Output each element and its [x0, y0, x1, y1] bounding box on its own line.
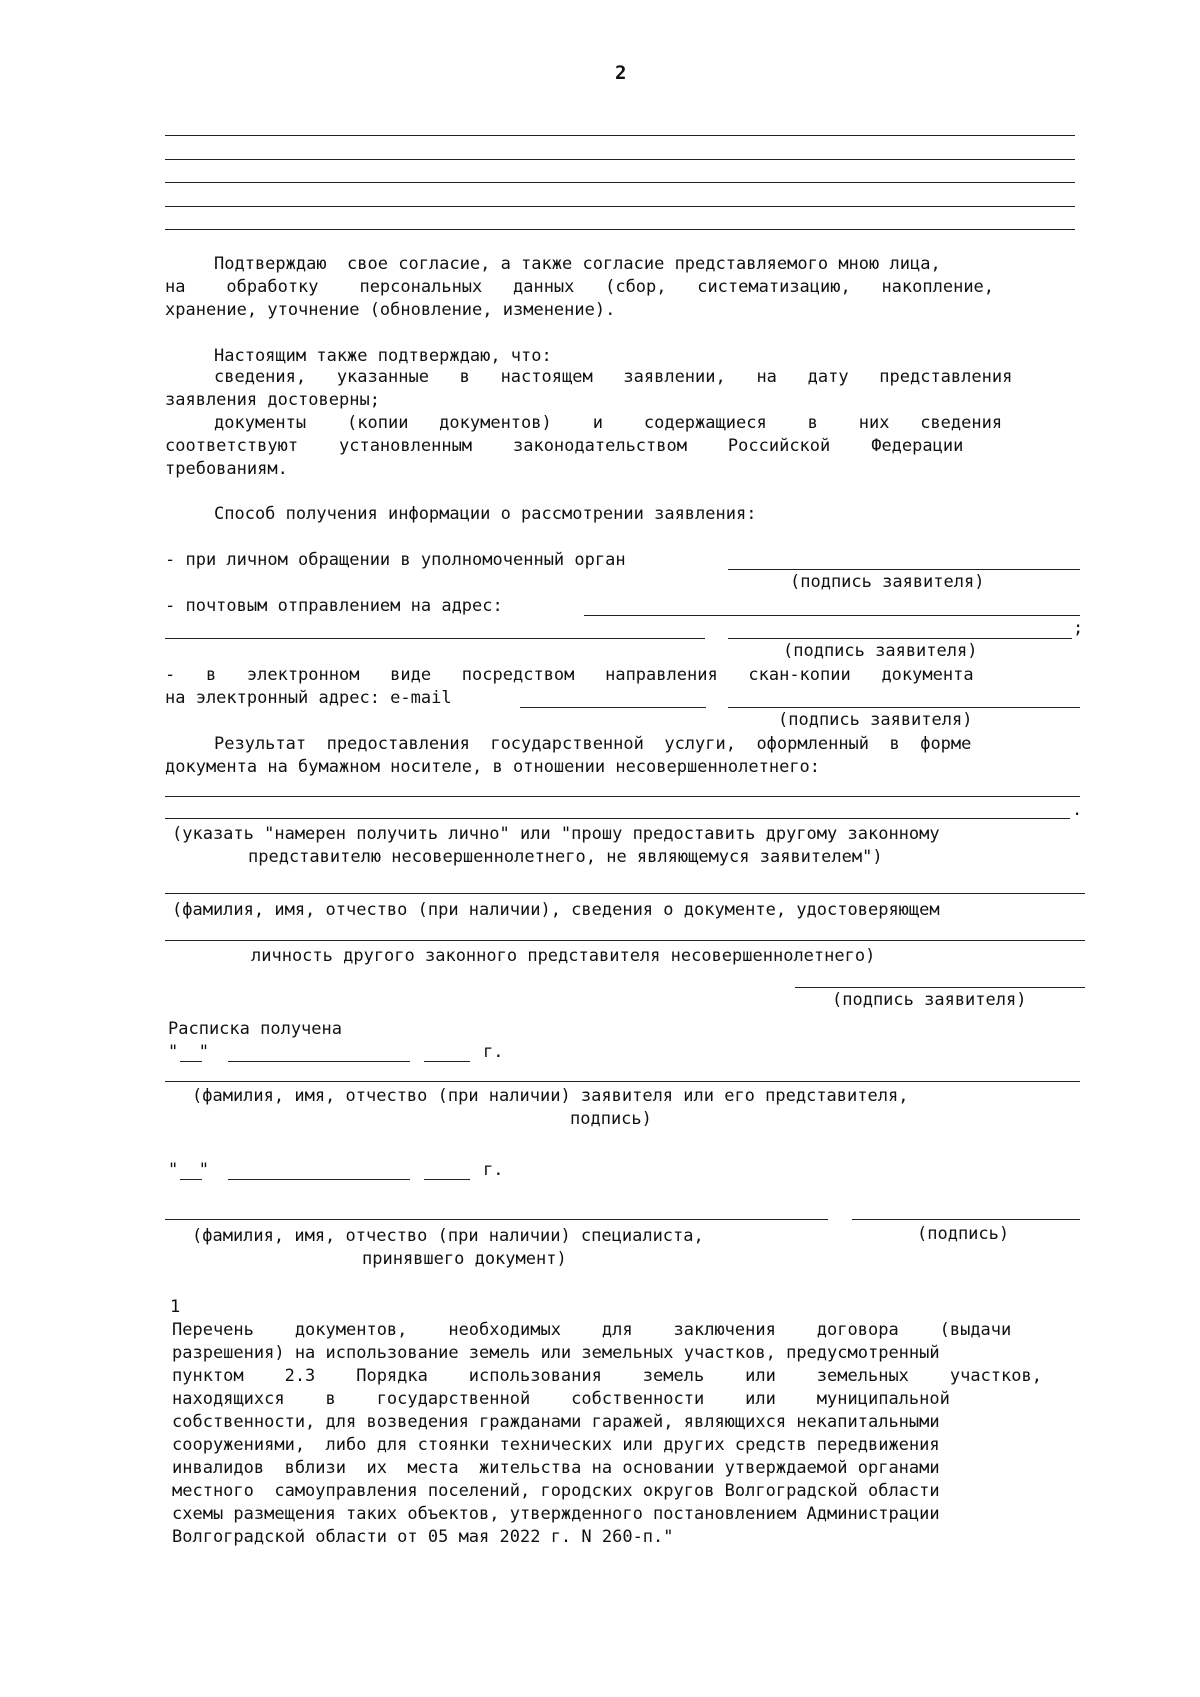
specialist-signature-line	[852, 1219, 1080, 1220]
semicolon: ;	[1073, 618, 1084, 638]
other-rep-line	[165, 893, 1085, 894]
method-postal: - почтовым отправлением на адрес:	[165, 596, 503, 616]
consent-line-2: на обработку персональных данных (сбор, систематизацию, накопление,	[165, 277, 995, 297]
signature-line	[728, 638, 1072, 639]
receipt-year-suffix-2: г.	[483, 1160, 504, 1180]
applicant-caption-1: (фамилия, имя, отчество (при наличии) заявителя или его представителя,	[192, 1086, 909, 1106]
year-line	[424, 1061, 470, 1062]
confirm-b-line-1: документы (копии документов) и содержащиеся в них сведения	[214, 413, 1003, 433]
blank-line	[165, 159, 1075, 160]
confirm-b-line-2: соответствуют установленным законодательством Российской Федерации	[165, 436, 964, 456]
specialist-caption-1: (фамилия, имя, отчество (при наличии) специалиста,	[192, 1226, 704, 1246]
applicant-caption-2: подпись)	[570, 1109, 652, 1129]
confirm-b-line-3: требованиям.	[165, 459, 288, 479]
receipt-quote-1: " "	[168, 1042, 209, 1062]
blank-line	[165, 135, 1075, 136]
footnote-line-7: инвалидов вблизи их места жительства на основании утверждаемой органами	[172, 1458, 940, 1478]
signature-caption-1: (подпись заявителя)	[790, 572, 985, 592]
specialist-line	[165, 1219, 828, 1220]
specialist-caption-2: принявшего документ)	[362, 1249, 567, 1269]
result-line-2: документа на бумажном носителе, в отношении несовершеннолетнего:	[165, 757, 821, 777]
receipt-quote-2: " "	[168, 1160, 209, 1180]
result-dot: .	[1072, 800, 1083, 820]
footnote-line-2: разрешения) на использование земель или земельных участков, предусмотренный	[172, 1343, 940, 1363]
blank-line	[165, 182, 1075, 183]
blank-line	[165, 229, 1075, 230]
signature-caption-3: (подпись заявителя)	[778, 710, 973, 730]
consent-line-1: Подтверждаю свое согласие, а также согласие представляемого мною лица,	[214, 254, 941, 274]
consent-line-3: хранение, уточнение (обновление, изменение).	[165, 300, 616, 320]
method-electronic-line-1: - в электронном виде посредством направления скан-копии документа	[165, 665, 974, 685]
signature-line	[728, 569, 1080, 570]
page-number: 2	[615, 62, 627, 84]
footnote-line-5: собственности, для возведения гражданами гаражей, являющихся некапитальными	[172, 1412, 940, 1432]
footnote-line-10: Волгоградской области от 05 мая 2022 г. N 260-п."	[172, 1527, 674, 1547]
signature-caption-4: (подпись заявителя)	[832, 990, 1027, 1010]
signature-line	[728, 707, 1080, 708]
result-hint-1: (указать "намерен получить лично" или "прошу предоставить другому законному	[172, 824, 940, 844]
receipt-heading: Расписка получена	[168, 1019, 342, 1039]
month-line	[228, 1179, 410, 1180]
footnote-line-3: пунктом 2.3 Порядка использования земель или земельных участков,	[172, 1366, 1042, 1386]
other-rep-caption-1: (фамилия, имя, отчество (при наличии), сведения о документе, удостоверяющем	[172, 900, 940, 920]
result-blank-line-1	[165, 796, 1080, 797]
address-line	[584, 615, 1080, 616]
result-line-1: Результат предоставления государственной услуги, оформленный в форме	[214, 734, 972, 754]
footnote-mark: 1	[170, 1297, 181, 1317]
receipt-year-suffix-1: г.	[483, 1042, 504, 1062]
confirm-a-line-1: сведения, указанные в настоящем заявлении, на дату представления	[214, 367, 1013, 387]
specialist-signature-caption: (подпись)	[917, 1224, 1010, 1244]
footnote-line-6: сооружениями, либо для стоянки технических или других средств передвижения	[172, 1435, 940, 1455]
email-line	[520, 707, 706, 708]
result-blank-line-2	[165, 818, 1070, 819]
footnote-line-1: Перечень документов, необходимых для заключения договора (выдачи	[172, 1320, 1012, 1340]
footnote-line-9: схемы размещения таких объектов, утвержденного постановлением Администрации	[172, 1504, 940, 1524]
result-hint-2: представителю несовершеннолетнего, не являющемуся заявителем")	[248, 847, 883, 867]
other-rep-line-2	[165, 940, 1085, 941]
confirm-a-line-2: заявления достоверны;	[165, 390, 380, 410]
method-electronic-line-2: на электронный адрес: e-mail	[165, 688, 452, 708]
signature-line	[795, 987, 1085, 988]
day-line	[180, 1061, 202, 1062]
applicant-line	[165, 1081, 1080, 1082]
footnote-line-4: находящихся в государственной собственности или муниципальной	[172, 1389, 950, 1409]
month-line	[228, 1061, 410, 1062]
day-line	[180, 1179, 202, 1180]
other-rep-caption-2: личность другого законного представителя несовершеннолетнего)	[251, 946, 876, 966]
address-line-2	[165, 638, 705, 639]
method-heading: Способ получения информации о рассмотрении заявления:	[214, 504, 757, 524]
method-personal: - при личном обращении в уполномоченный орган	[165, 550, 626, 570]
blank-line	[165, 206, 1075, 207]
footnote-line-8: местного самоуправления поселений, городских округов Волгоградской области	[172, 1481, 940, 1501]
year-line	[424, 1179, 470, 1180]
confirm-intro: Настоящим также подтверждаю, что:	[214, 346, 552, 366]
signature-caption-2: (подпись заявителя)	[783, 641, 978, 661]
